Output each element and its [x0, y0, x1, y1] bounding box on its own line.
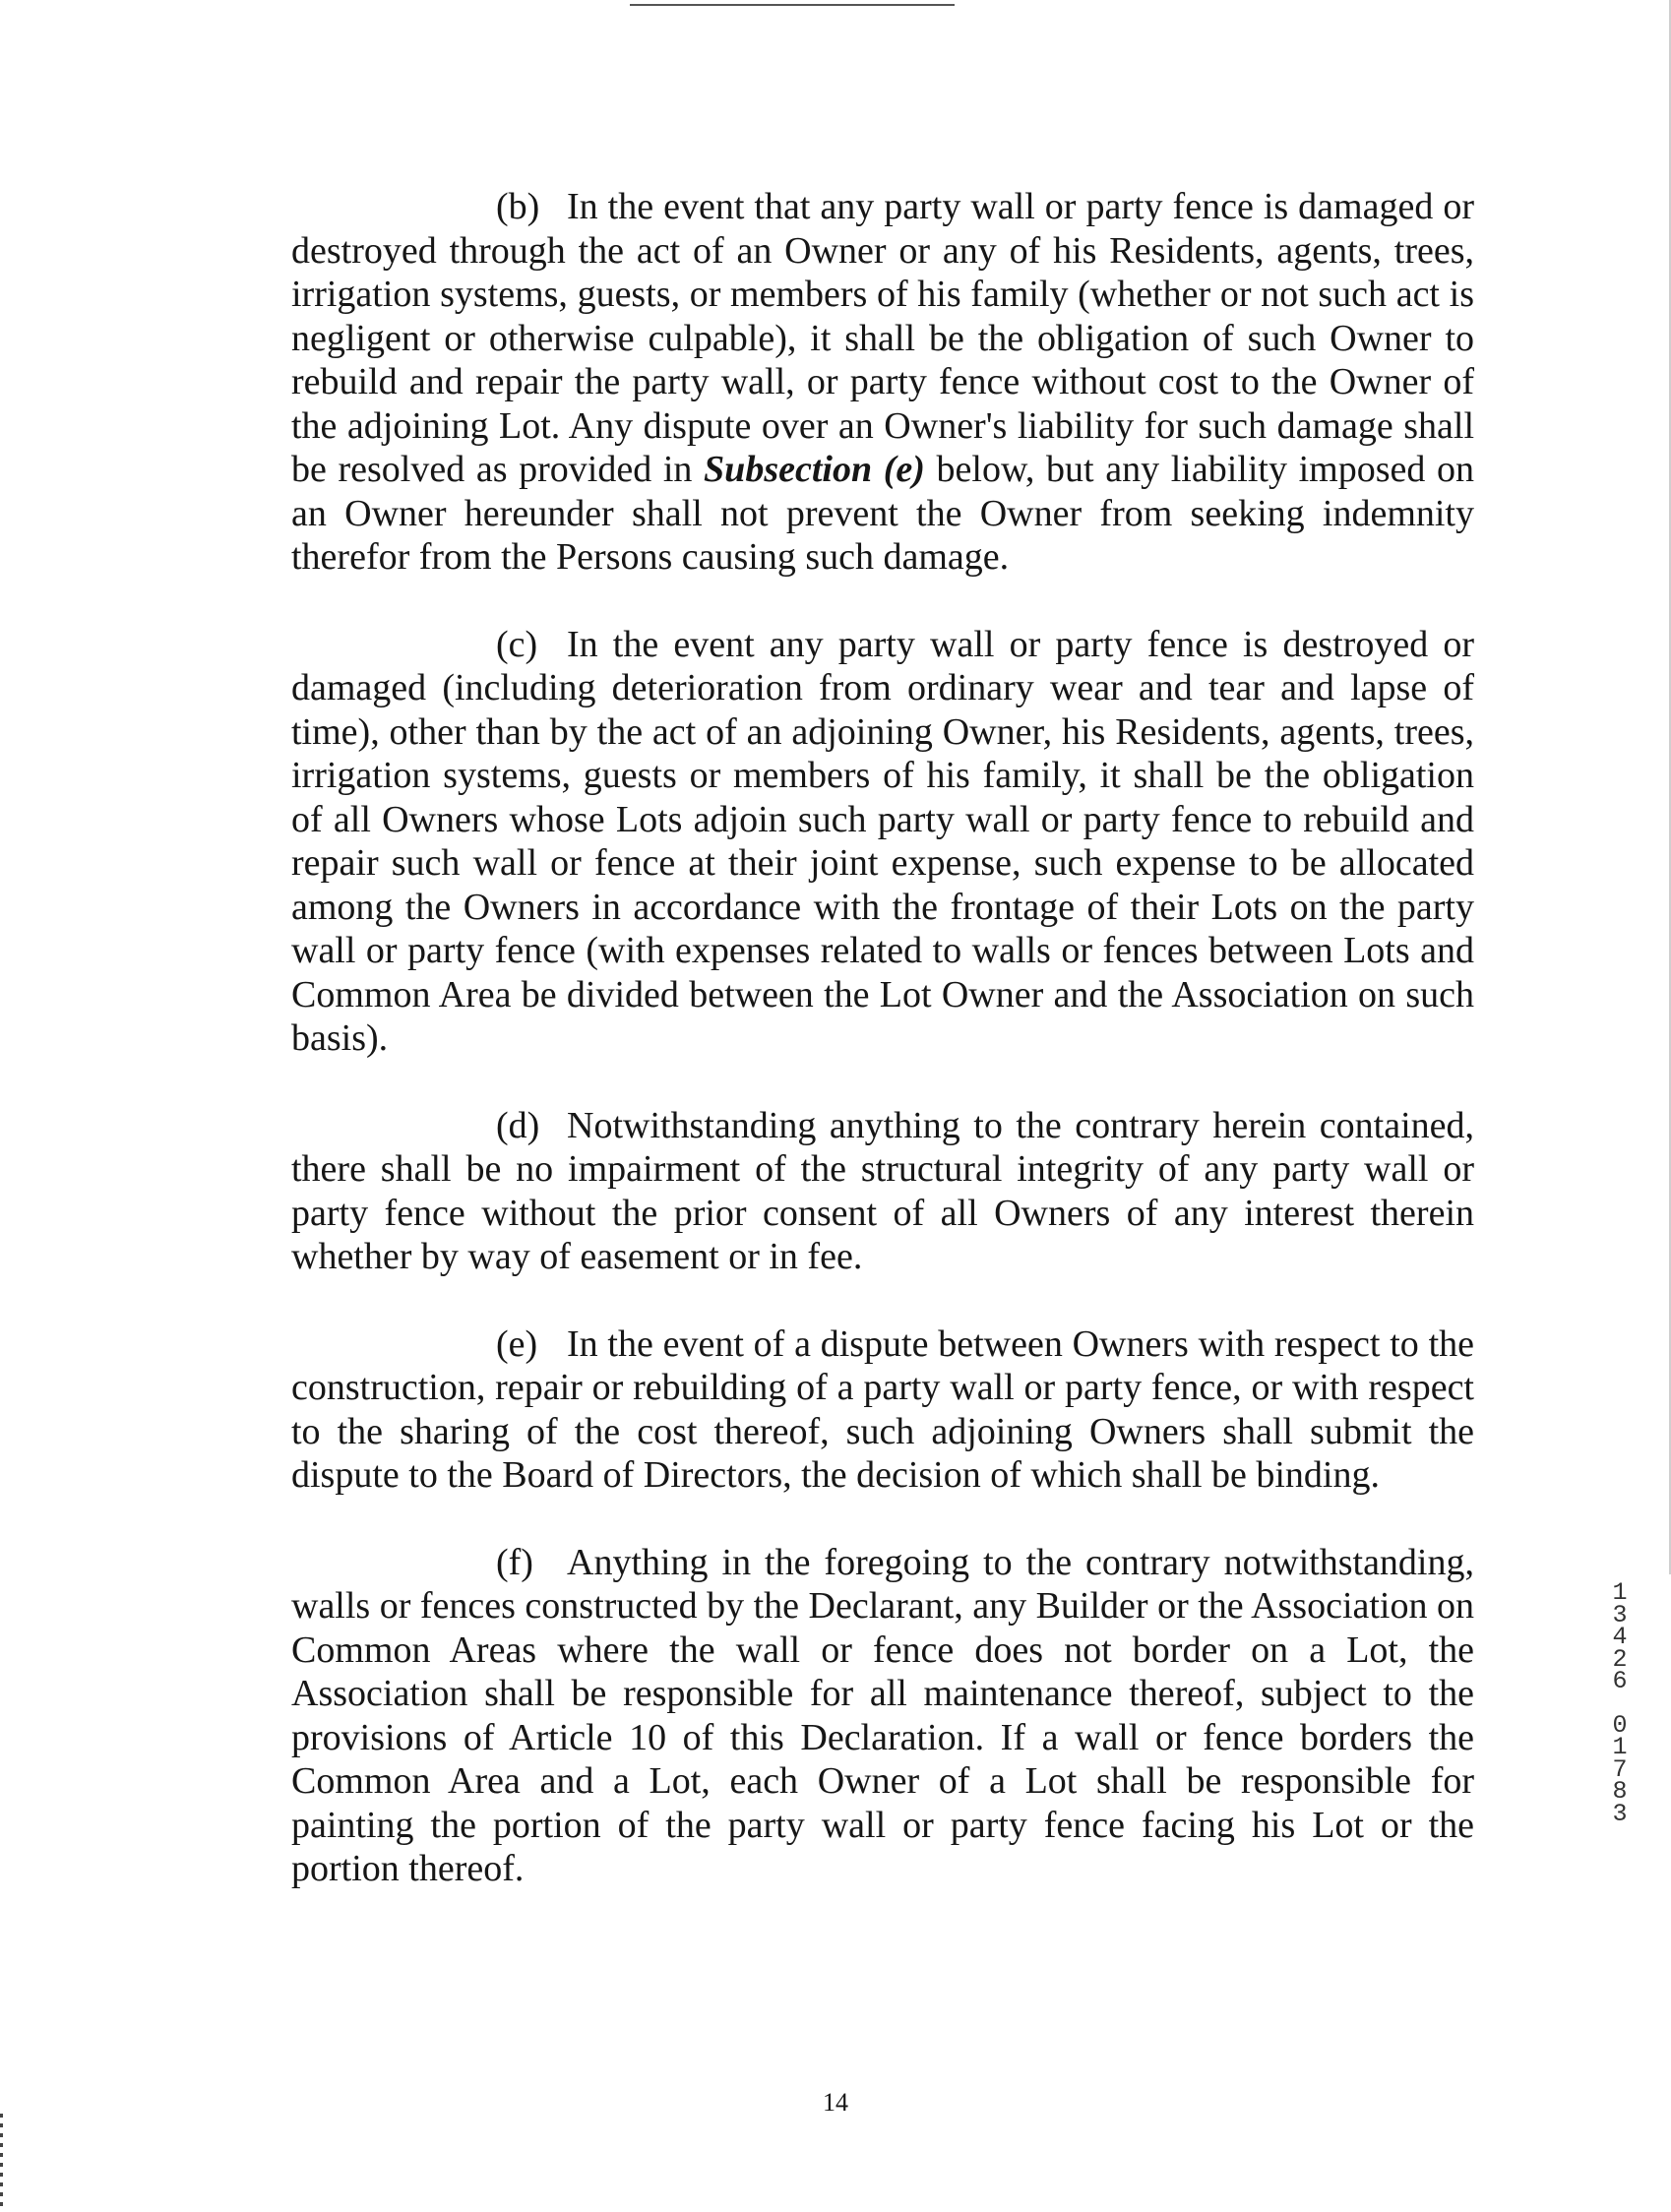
paragraph-e: [291, 1322, 1474, 1498]
paragraph-c: [291, 623, 1474, 1061]
paragraph-label: (c): [496, 623, 538, 665]
stamp-digit: 2: [1612, 1644, 1628, 1674]
stamp-digit: 1: [1612, 1578, 1628, 1607]
left-scan-marks: [0, 2114, 3, 2212]
paragraph-text: In the event any party wall or party fence is destroyed or damaged (including deterioration from ordinary wear and tear and lapse of time), other than by the act of an adjoining Owner, his Residents, agents, trees, irrigation systems, guests or members of his family, it shall be the obligation of all Owners whose Lots adjoin such party wall or party fence to rebuild and repair such wall or fence at their joint expense, such expense to be allocated among the Owners in accordance with the frontage of their Lots on the party wall or party fence (with expenses related to walls or fences between Lots and Common Area be divided between the Lot Owner and the Association on such basis).: [291, 623, 1474, 1059]
stamp-digit: 4: [1612, 1623, 1628, 1651]
stamp-digit: 3: [1612, 1799, 1628, 1828]
stamp-digit: 1: [1612, 1733, 1628, 1761]
paragraph-d: [291, 1104, 1474, 1279]
paragraph-text: below, but any liability imposed on an Owner hereunder shall not prevent the Owner from seeking indemnity therefor from the Persons causing such damage.: [291, 449, 1474, 578]
paragraph-label: (f): [496, 1541, 533, 1583]
paragraph-b: [291, 185, 1474, 580]
stamp-digit: 3: [1612, 1600, 1628, 1629]
paragraph-f: [291, 1541, 1474, 1891]
document-body: [291, 185, 1474, 1935]
page-number: 14: [823, 2088, 848, 2117]
stamp-digit: 7: [1612, 1754, 1628, 1784]
paragraph-label: (b): [496, 186, 540, 227]
recording-stamp: [1608, 1578, 1632, 1828]
stamp-digit: 0: [1612, 1710, 1628, 1740]
top-edge-rule: [630, 0, 955, 6]
paragraph-text: Notwithstanding anything to the contrary herein contained, there shall be no impairment of the structural integrity of any party wall or party fence without the prior consent of all Owners of any interest therein whether by way of easement or in fee.: [291, 1104, 1474, 1277]
stamp-digit: 6: [1612, 1667, 1628, 1695]
paragraph-text: In the event of a dispute between Owners with respect to the construction, repair or rebuilding of a party wall or party fence, or with respect to the sharing of the cost thereof, such adjoining Owners shall submit the dispute to the Board of Directors, the decision of which shall be binding.: [291, 1322, 1474, 1496]
subsection-reference: Subsection (e): [704, 449, 925, 490]
paragraph-text: In the event that any party wall or party fence is damaged or destroyed through the act of an Owner or any of his Residents, agents, trees, irrigation systems, guests, or members of his family (whether or not such act is negligent or otherwise culpable), it shall be the obligation of such Owner to rebuild and repair the party wall, or party fence without cost to the Owner of the adjoining Lot. Any dispute over an Owner's liability for such damage shall be resolved as provided in: [291, 186, 1474, 490]
paragraph-text: Anything in the foregoing to the contrary notwithstanding, walls or fences constructed by the Declarant, any Builder or the Association on Common Areas where the wall or fence does not border on a Lot, the Association shall be responsible for all maintenance thereof, subject to the provisions of Article 10 of this Declaration. If a wall or fence borders the Common Area and a Lot, each Owner of a Lot shall be responsible for painting the portion of the party wall or party fence facing his Lot or the portion thereof.: [291, 1541, 1474, 1889]
stamp-digit: 8: [1612, 1777, 1628, 1806]
paragraph-label: (d): [496, 1104, 540, 1146]
paragraph-label: (e): [496, 1322, 538, 1365]
